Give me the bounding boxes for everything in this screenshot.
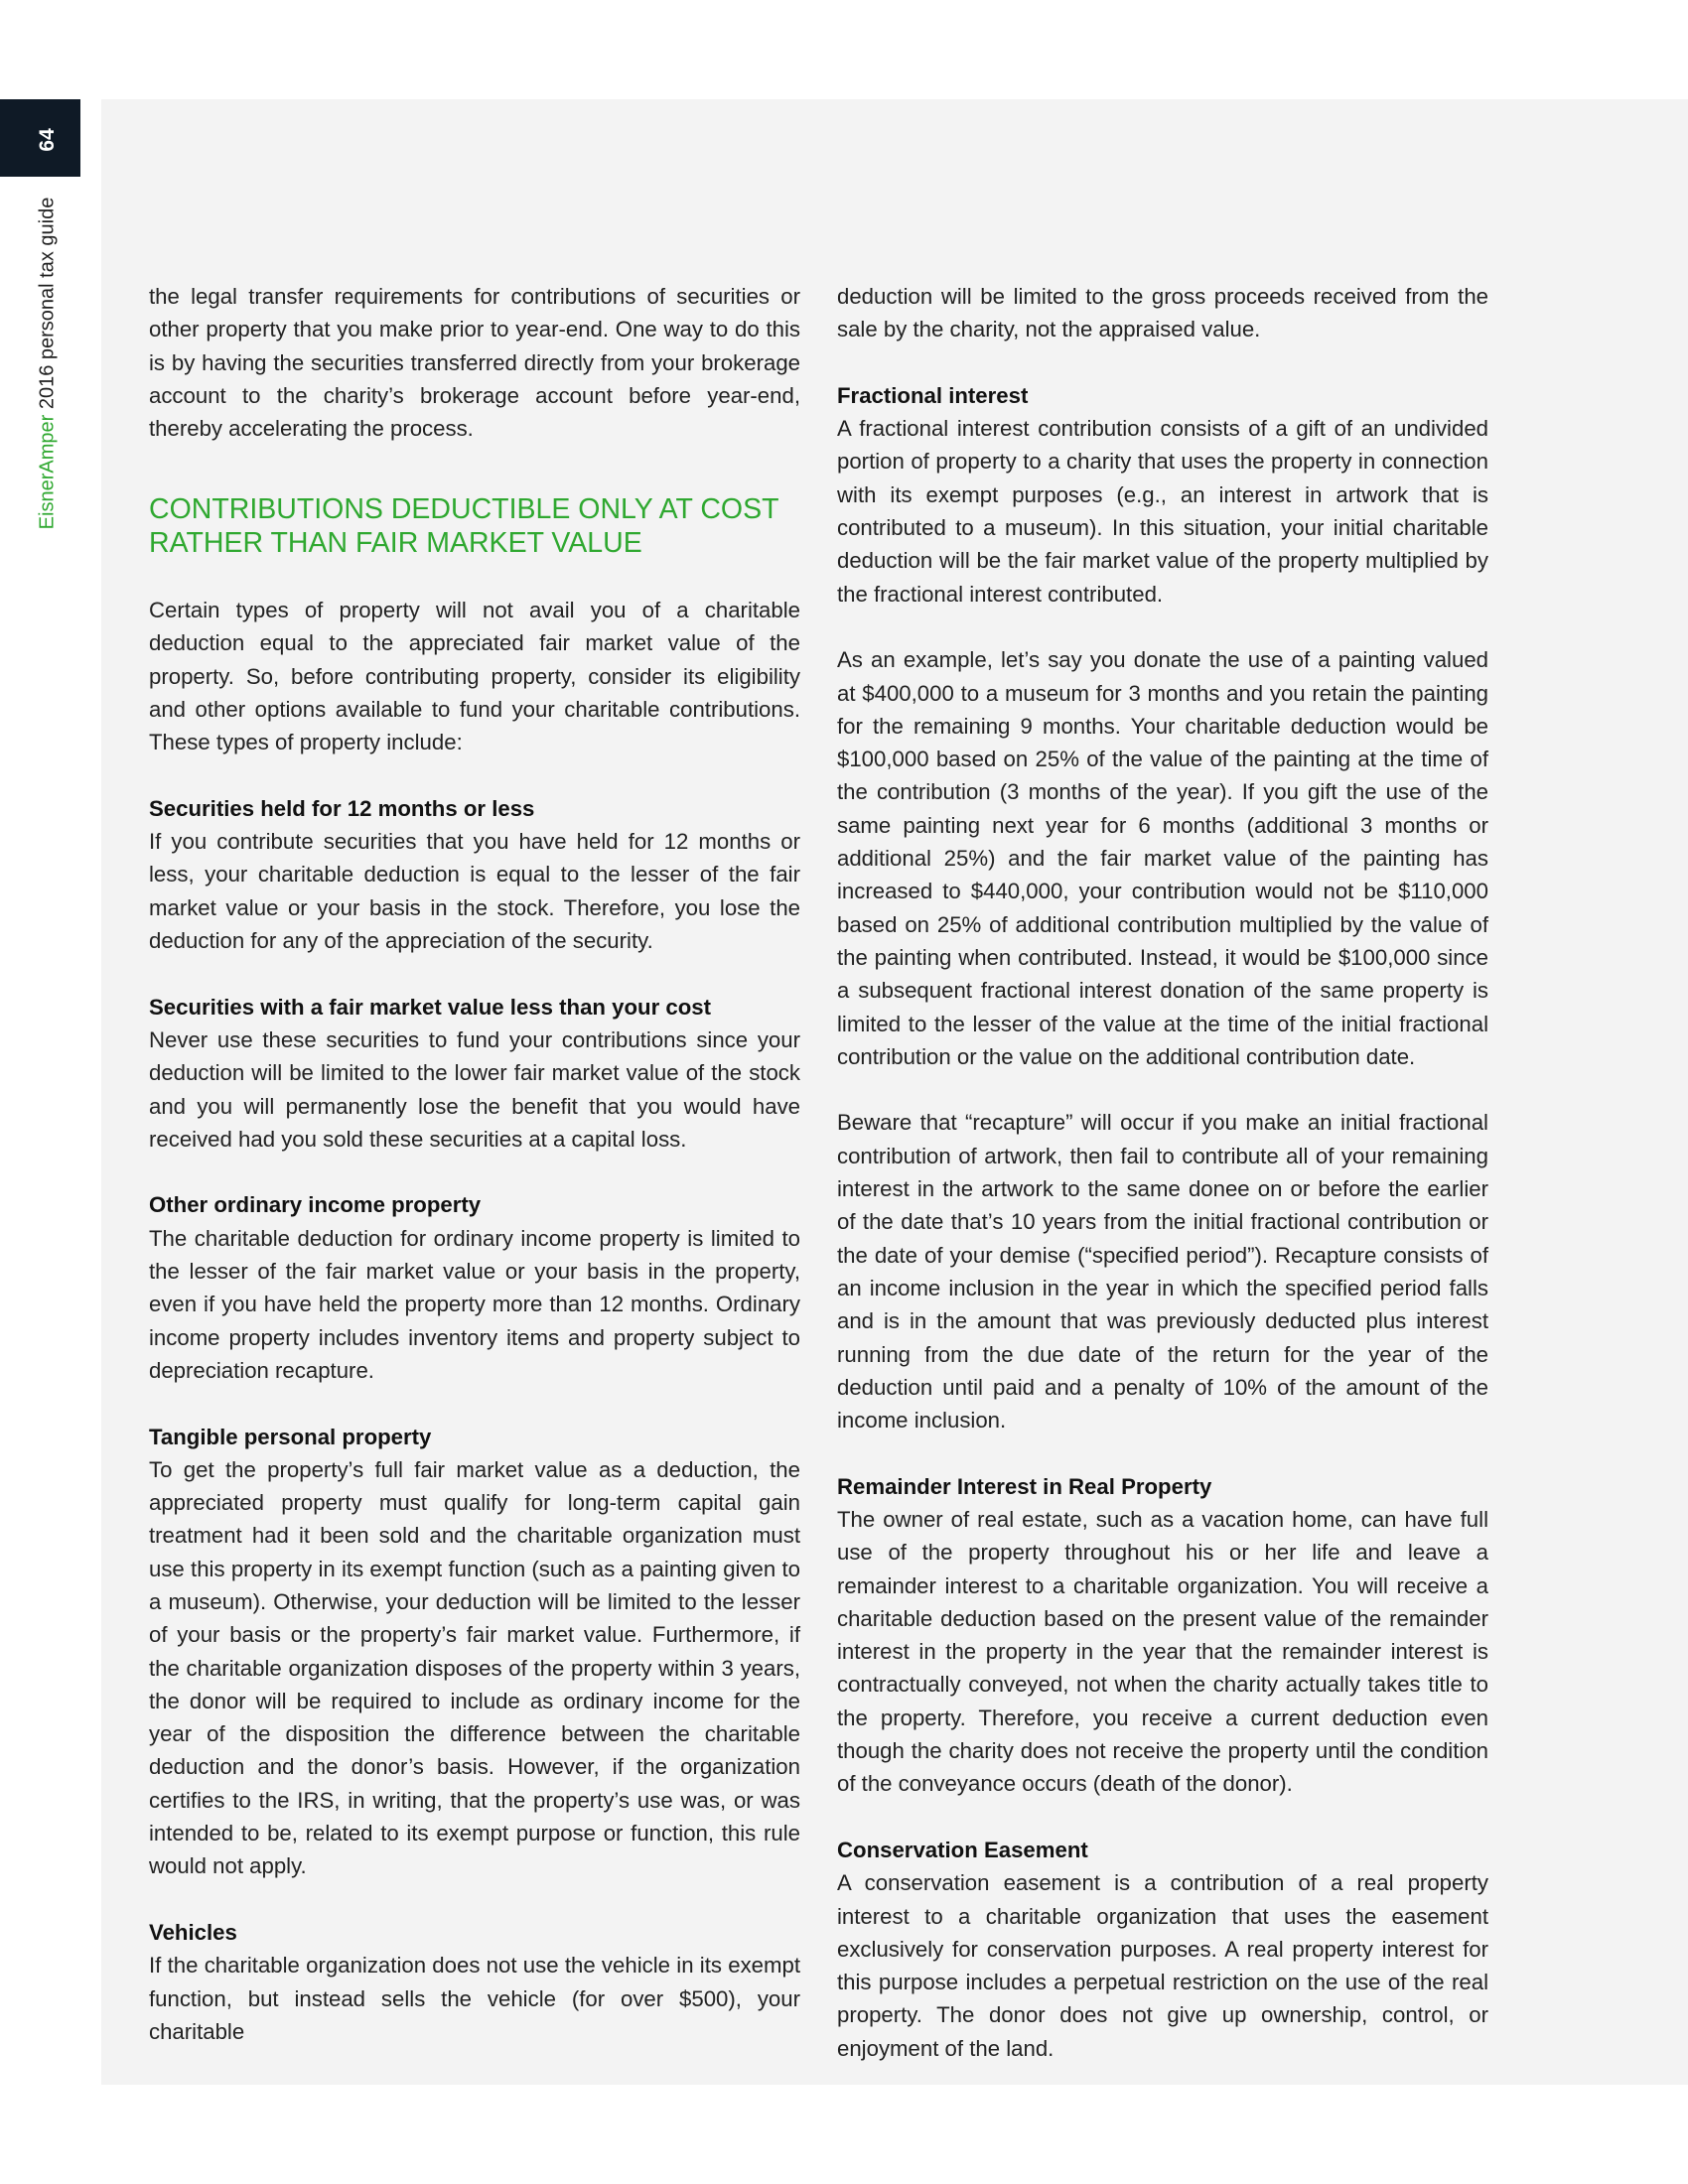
page-number: 64 — [36, 128, 59, 152]
subheading: Securities with a fair market value less than your cost — [149, 994, 711, 1020]
body-paragraph: If the charitable organization does not use the vehicle in its exempt function, but instead sells the vehicle (for over $500), your charitable — [149, 1953, 800, 2044]
section-heading-line: CONTRIBUTIONS DEDUCTIBLE ONLY AT COST — [149, 493, 779, 526]
subheading: Remainder Interest in Real Property — [837, 1473, 1212, 1499]
body-paragraph: The owner of real estate, such as a vacation home, can have full use of the property throughout his or her life and leave a remainder interest to a charitable organization. You will receive a charitable deduction based on the present value of the remainder interest in the property in the year that the remainder interest is contractually conveyed, not when the charity actually takes title to the property. Therefore, you receive a current deduction even though the charity does not receive the property until the condition of the conveyance occurs (death of the donor). — [837, 1506, 1488, 1797]
subheading: Other ordinary income property — [149, 1192, 482, 1218]
body-paragraph: A conservation easement is a contribution of a real property interest to a charitable organization that uses the easement exclusively for conservation purposes. A real property interest for this purpose includes a perpetual restriction on the use of the real property. The donor does not give up ownership, control, or enjoyment of the land. — [837, 1870, 1488, 2061]
section-intro-paragraph: Certain types of property will not avail you of a charitable deduction equal to the appreciated fair market value of the property. So, before contributing property, consider its eligibility and other options available to fund your charitable contributions. These types of property include: — [149, 598, 800, 755]
brand-name: EisnerAmper — [36, 414, 59, 530]
running-header — [37, 198, 60, 530]
body-paragraph: A fractional interest contribution consists of a gift of an undivided portion of property to a charity that uses the property in connection with its exempt purposes (e.g., an interest in artwork that is contributed to a museum). In this situation, your initial charitable deduction will be the fair market value of the property multiplied by the fractional interest contributed. — [837, 416, 1488, 607]
section-heading — [149, 493, 800, 560]
subheading: Conservation Easement — [837, 1837, 1088, 1862]
body-paragraph: Never use these securities to fund your contributions since your deduction will be limited to the lower fair market value of the stock and you will permanently lose the benefit that you would have received had you sold these securities at a capital loss. — [149, 1026, 800, 1152]
subheading: Vehicles — [149, 1919, 237, 1945]
left-column — [149, 280, 800, 2081]
body-paragraph: The charitable deduction for ordinary income property is limited to the lesser of the fair market value or your basis in the property, even if you have held the property more than 12 months. Ordinary income property includes inventory items and property subject to depreciation recapture. — [149, 1225, 800, 1383]
body-paragraph: As an example, let’s say you donate the use of a painting valued at $400,000 to a museum for 3 months and you retain the painting for the remaining 9 months. Your charitable deduction would be $100,000 based on 25% of the value of the painting at the time of the contribution (3 months of the year). If you gift the use of the same painting next year for 6 months (additional 3 months or additional 25%) and the fair market value of the painting has increased to $440,000, your contribution would not be $110,000 based on 25% of additional contribution multiplied by the value of the painting when contributed. Instead, it would be $100,000 since a subsequent fractional interest donation of the same property is limited to the lesser of the value at the time of the initial fractional contribution or the value on the additional contribution date. — [837, 647, 1488, 1069]
subheading: Tangible personal property — [149, 1424, 432, 1449]
subheading: Fractional interest — [837, 382, 1029, 408]
intro-paragraph: the legal transfer requirements for contributions of securities or other property that you make prior to year-end. One way to do this is by having the securities transferred directly from your brokerage account to the charity’s brokerage account before year-end, thereby accelerating the process. — [149, 284, 800, 442]
body-paragraph: To get the property’s full fair market value as a deduction, the appreciated property must qualify for long-term capital gain treatment had it been sold and the charitable organization must use this property in its exempt function (such as a painting given to a museum). Otherwise, your deduction will be limited to the lesser of your basis or the property’s fair market value. Furthermore, if the charitable organization disposes of the property within 3 years, the donor will be required to include as ordinary income for the year of the disposition the difference between the charitable deduction and the donor’s basis. However, if the organization certifies to the IRS, in writing, that the property’s use was, or was intended to be, related to its exempt purpose or function, this rule would not apply. — [149, 1456, 800, 1879]
subheading: Securities held for 12 months or less — [149, 795, 535, 821]
body-paragraph: Beware that “recapture” will occur if you make an initial fractional contribution of artwork, then fail to contribute all of your remaining interest in the artwork to the same donee on or before the earlier of the date that’s 10 years from the initial fractional contribution or the date of your demise (“specified period”). Recapture consists of an income inclusion in the year in which the specified period falls and is in the amount that was previously deducted plus interest running from the due date of the return for the year of the deduction until paid and a penalty of 10% of the amount of the income inclusion. — [837, 1110, 1488, 1433]
section-heading-line: RATHER THAN FAIR MARKET VALUE — [149, 526, 642, 559]
right-column — [837, 280, 1488, 2098]
body-paragraph: If you contribute securities that you have held for 12 months or less, your charitable deduction is equal to the lesser of the fair market value or your basis in the stock. Therefore, you lose the deduction for any of the appreciation of the security. — [149, 829, 800, 954]
continuation-paragraph: deduction will be limited to the gross proceeds received from the sale by the charity, not the appraised value. — [837, 284, 1488, 342]
guide-title: 2016 personal tax guide — [36, 197, 59, 410]
